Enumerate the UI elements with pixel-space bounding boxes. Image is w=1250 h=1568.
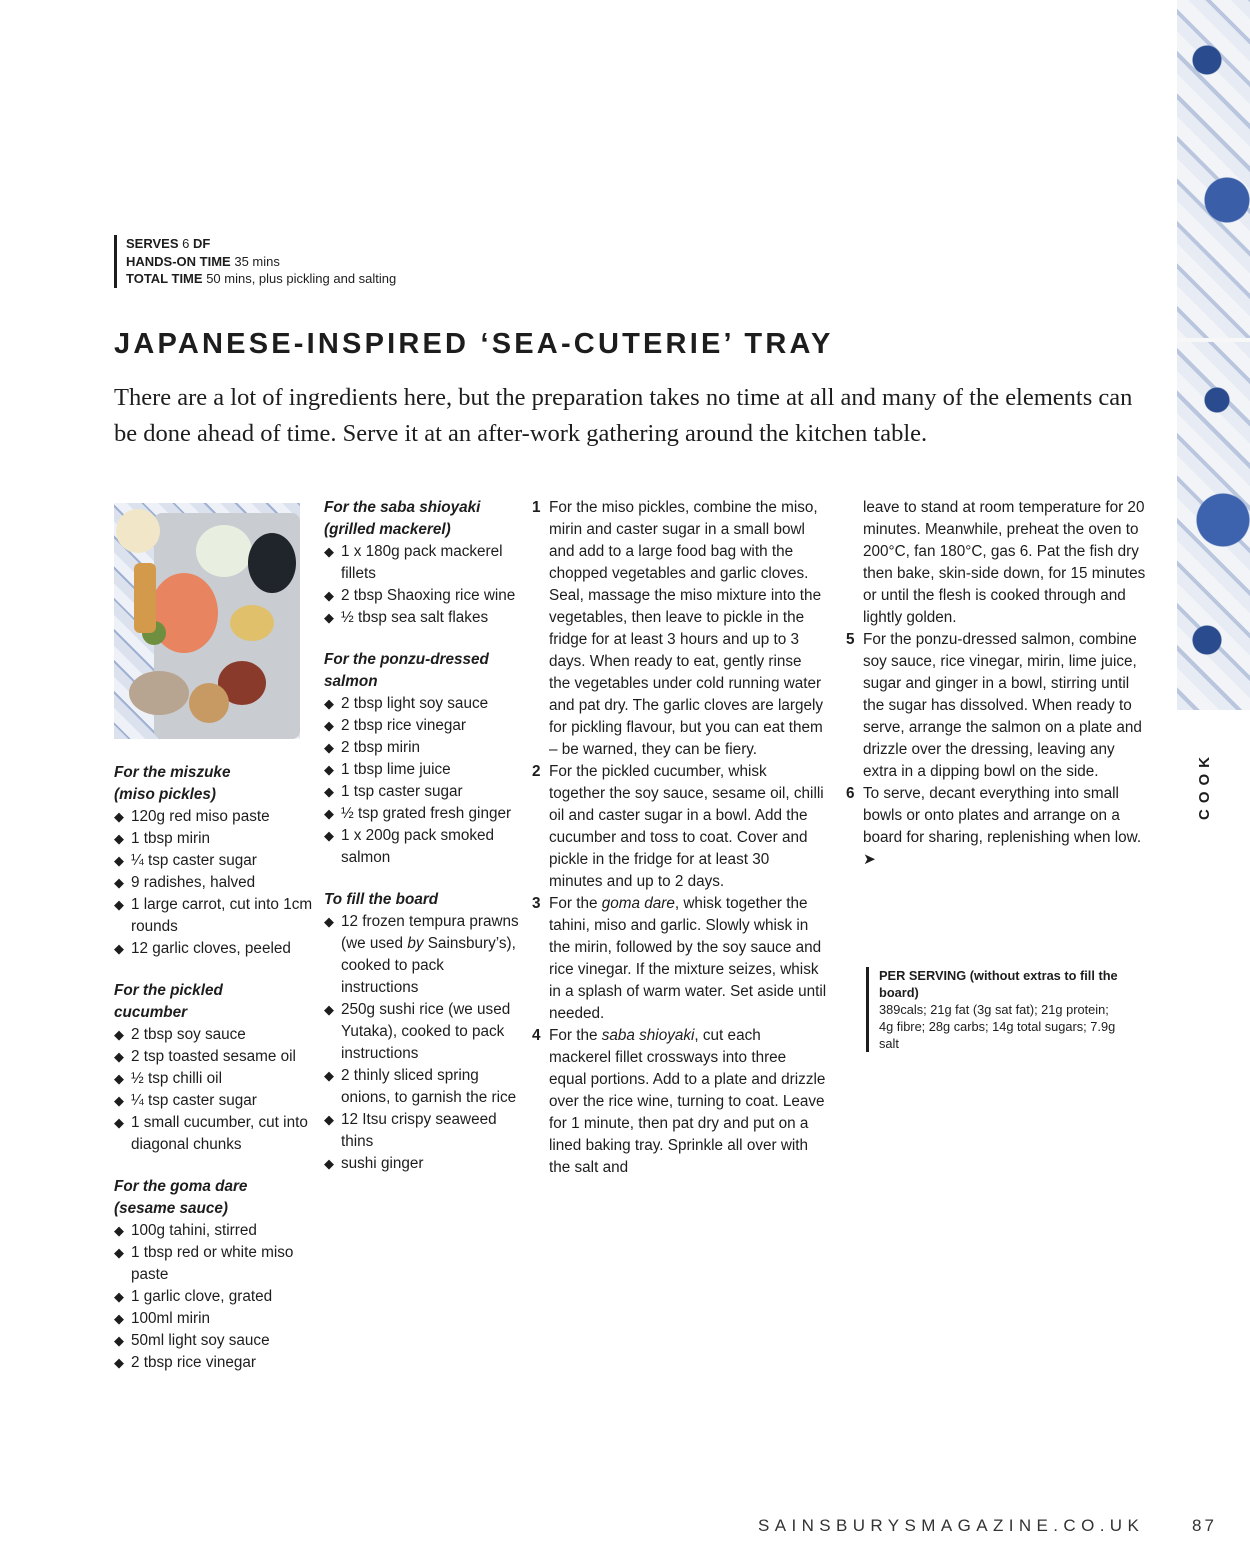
ingredient-item: ◆ 12 Itsu crispy seaweed thins	[324, 1109, 524, 1153]
recipe-title: JAPANESE-INSPIRED ‘SEA-CUTERIE’ TRAY	[114, 328, 834, 360]
ingredient-item: ◆ 1 garlic clove, grated	[114, 1286, 314, 1308]
ingredient-item: ◆ 1 x 180g pack mackerel fillets	[324, 541, 524, 585]
hands-on-value: 35 mins	[234, 253, 280, 269]
ingredient-item: ◆ 2 thinly sliced spring onions, to garnish the rice	[324, 1065, 524, 1109]
hands-on-label: HANDS-ON TIME	[126, 253, 231, 269]
ingredients-column-2	[324, 497, 524, 1195]
section-tag: COOK	[1196, 751, 1213, 821]
diet-tag: DF	[193, 236, 211, 251]
ingredient-item: ◆ 250g sushi rice (we used Yutaka), cooked to pack instructions	[324, 999, 524, 1065]
ingredient-item: ◆ ½ tbsp sea salt flakes	[324, 607, 524, 629]
ingredient-item: ◆ 2 tbsp soy sauce	[114, 1024, 314, 1046]
ingredient-item: ◆ 9 radishes, halved	[114, 872, 314, 894]
ingredient-item: ◆ 100ml mirin	[114, 1308, 314, 1330]
ingredient-item: ◆ 1 small cucumber, cut into diagonal chunks	[114, 1112, 314, 1156]
method-step: 4 For the saba shioyaki, cut each mackerel fillet crossways into three equal portions. Add to a plate and drizzle over the rice wine, turning to coat. Leave for 1 minute, then pat dry and put on a lined baking tray. Sprinkle all over with the salt and	[532, 1027, 826, 1176]
ingredient-item: ◆ 2 tbsp mirin	[324, 737, 524, 759]
ingredient-item: ◆ 100g tahini, stirred	[114, 1220, 314, 1242]
section-heading: To fill the board	[324, 891, 439, 908]
ingredient-item: ◆ 1 x 200g pack smoked salmon	[324, 825, 524, 869]
serves-value: 6	[182, 236, 190, 251]
section-heading: For the miszuke (miso pickles)	[114, 764, 231, 803]
ingredient-item: ◆ 2 tsp toasted sesame oil	[114, 1046, 314, 1068]
ingredient-item: ◆ 12 garlic cloves, peeled	[114, 938, 314, 960]
ingredient-item: ◆ sushi ginger	[324, 1153, 524, 1175]
method-column-2	[846, 497, 1146, 871]
method-step: 5 For the ponzu-dressed salmon, combine soy sauce, rice vinegar, mirin, lime juice, sugar and ginger in a bowl, stirring until the sugar has dissolved. When ready to serve, arrange the salmon on a plate and drizzle over the dressing, leaving any extra in a dipping bowl on the side.	[846, 631, 1142, 780]
ingredients-column-1	[114, 762, 314, 1394]
method-step: 3 For the goma dare, whisk together the tahini, miso and garlic. Slowly whisk in the mirin, followed by the soy sauce and rice vinegar. If the mixture seizes, whisk in a splash of warm water. Set aside until needed.	[532, 895, 827, 1022]
ingredient-item: ◆ 12 frozen tempura prawns (we used by Sainsbury’s), cooked to pack instructions	[324, 911, 524, 999]
method-step: 6 To serve, decant everything into small bowls or onto plates and arrange on a board for sharing, replenishing when low. ➤	[846, 785, 1142, 868]
ingredient-item: ◆ ½ tsp grated fresh ginger	[324, 803, 524, 825]
ingredient-item: ◆ 2 tbsp Shaoxing rice wine	[324, 585, 524, 607]
ingredient-item: ◆ 2 tbsp rice vinegar	[114, 1352, 314, 1374]
section-heading: For the pickled cucumber	[114, 982, 223, 1021]
method-step-continued: leave to stand at room temperature for 20 minutes. Meanwhile, preheat the oven to 200°C, fan 180°C, gas 6. Pat the fish dry then bake, skin-side down, for 15 minutes or until the flesh is cooked through and lightly golden.	[863, 499, 1146, 626]
ingredient-item: ◆ 120g red miso paste	[114, 806, 314, 828]
section-heading: For the saba shioyaki (grilled mackerel)	[324, 499, 481, 538]
magazine-website: SAINSBURYSMAGAZINE.CO.UK	[758, 1516, 1145, 1535]
ingredient-item: ◆ 2 tbsp light soy sauce	[324, 693, 524, 715]
ingredient-item: ◆ 1 large carrot, cut into 1cm rounds	[114, 894, 314, 938]
ingredient-item: ◆ ¼ tsp caster sugar	[114, 1090, 314, 1112]
method-steps	[532, 497, 827, 1179]
ingredient-item: ◆ 2 tbsp rice vinegar	[324, 715, 524, 737]
decorative-tile-strip	[1177, 0, 1250, 710]
recipe-meta	[114, 235, 396, 288]
total-time-value: 50 mins, plus pickling and salting	[206, 271, 397, 286]
food-tray-illustration	[114, 503, 300, 739]
nutrition-label: PER SERVING (without extras to fill the board)	[879, 968, 1118, 1000]
recipe-intro: There are a lot of ingredients here, but the preparation takes no time at all and many of the elements can be done ahead of time. Serve it at an after-work gathering around the kitchen table.	[114, 384, 1133, 447]
total-time-label: TOTAL TIME	[126, 271, 203, 286]
method-step: 2 For the pickled cucumber, whisk together the soy sauce, sesame oil, chilli oil and caster sugar in a bowl. Add the cucumber and toss to coat. Cover and pickle in the fridge for at least 30 minutes and up to 2 days.	[532, 763, 824, 890]
section-heading: For the goma dare (sesame sauce)	[114, 1178, 248, 1217]
ingredient-list-saba	[324, 541, 524, 629]
ingredient-list-miszuke	[114, 806, 314, 960]
section-heading: For the ponzu-dressed salmon	[324, 651, 489, 690]
page-number: 87	[1192, 1516, 1217, 1535]
ingredient-list-board	[324, 911, 524, 1175]
ingredient-item: ◆ 1 tbsp red or white miso paste	[114, 1242, 314, 1286]
ingredient-item: ◆ ¼ tsp caster sugar	[114, 850, 314, 872]
method-steps	[846, 629, 1146, 871]
serves-label: SERVES	[126, 236, 179, 251]
ingredient-list-pickled-cucumber	[114, 1024, 314, 1156]
recipe-photo	[114, 503, 300, 739]
ingredient-item: ◆ 50ml light soy sauce	[114, 1330, 314, 1352]
ingredient-item: ◆ ½ tsp chilli oil	[114, 1068, 314, 1090]
ingredient-item: ◆ 1 tbsp mirin	[114, 828, 314, 850]
nutrition-box	[866, 967, 1119, 1052]
ingredient-item: ◆ 1 tbsp lime juice	[324, 759, 524, 781]
ingredient-item: ◆ 1 tsp caster sugar	[324, 781, 524, 803]
ingredient-list-goma-dare	[114, 1220, 314, 1374]
ingredient-list-ponzu	[324, 693, 524, 869]
method-column-1	[532, 497, 827, 1179]
nutrition-values: 389cals; 21g fat (3g sat fat); 21g protein; 4g fibre; 28g carbs; 14g total sugars; 7.9g salt	[879, 1002, 1116, 1051]
method-step: 1 For the miso pickles, combine the miso, mirin and caster sugar in a small bowl and add to a large food bag with the chopped vegetables and garlic cloves. Seal, massage the miso mixture into the vegetables, then leave to pickle in the fridge for at least 3 hours and up to 3 days. When ready to eat, gently rinse the vegetables under cold running water and pat dry. The garlic cloves are largely for pickling flavour, but you can eat them – be warned, they can be fiery.	[532, 499, 824, 758]
